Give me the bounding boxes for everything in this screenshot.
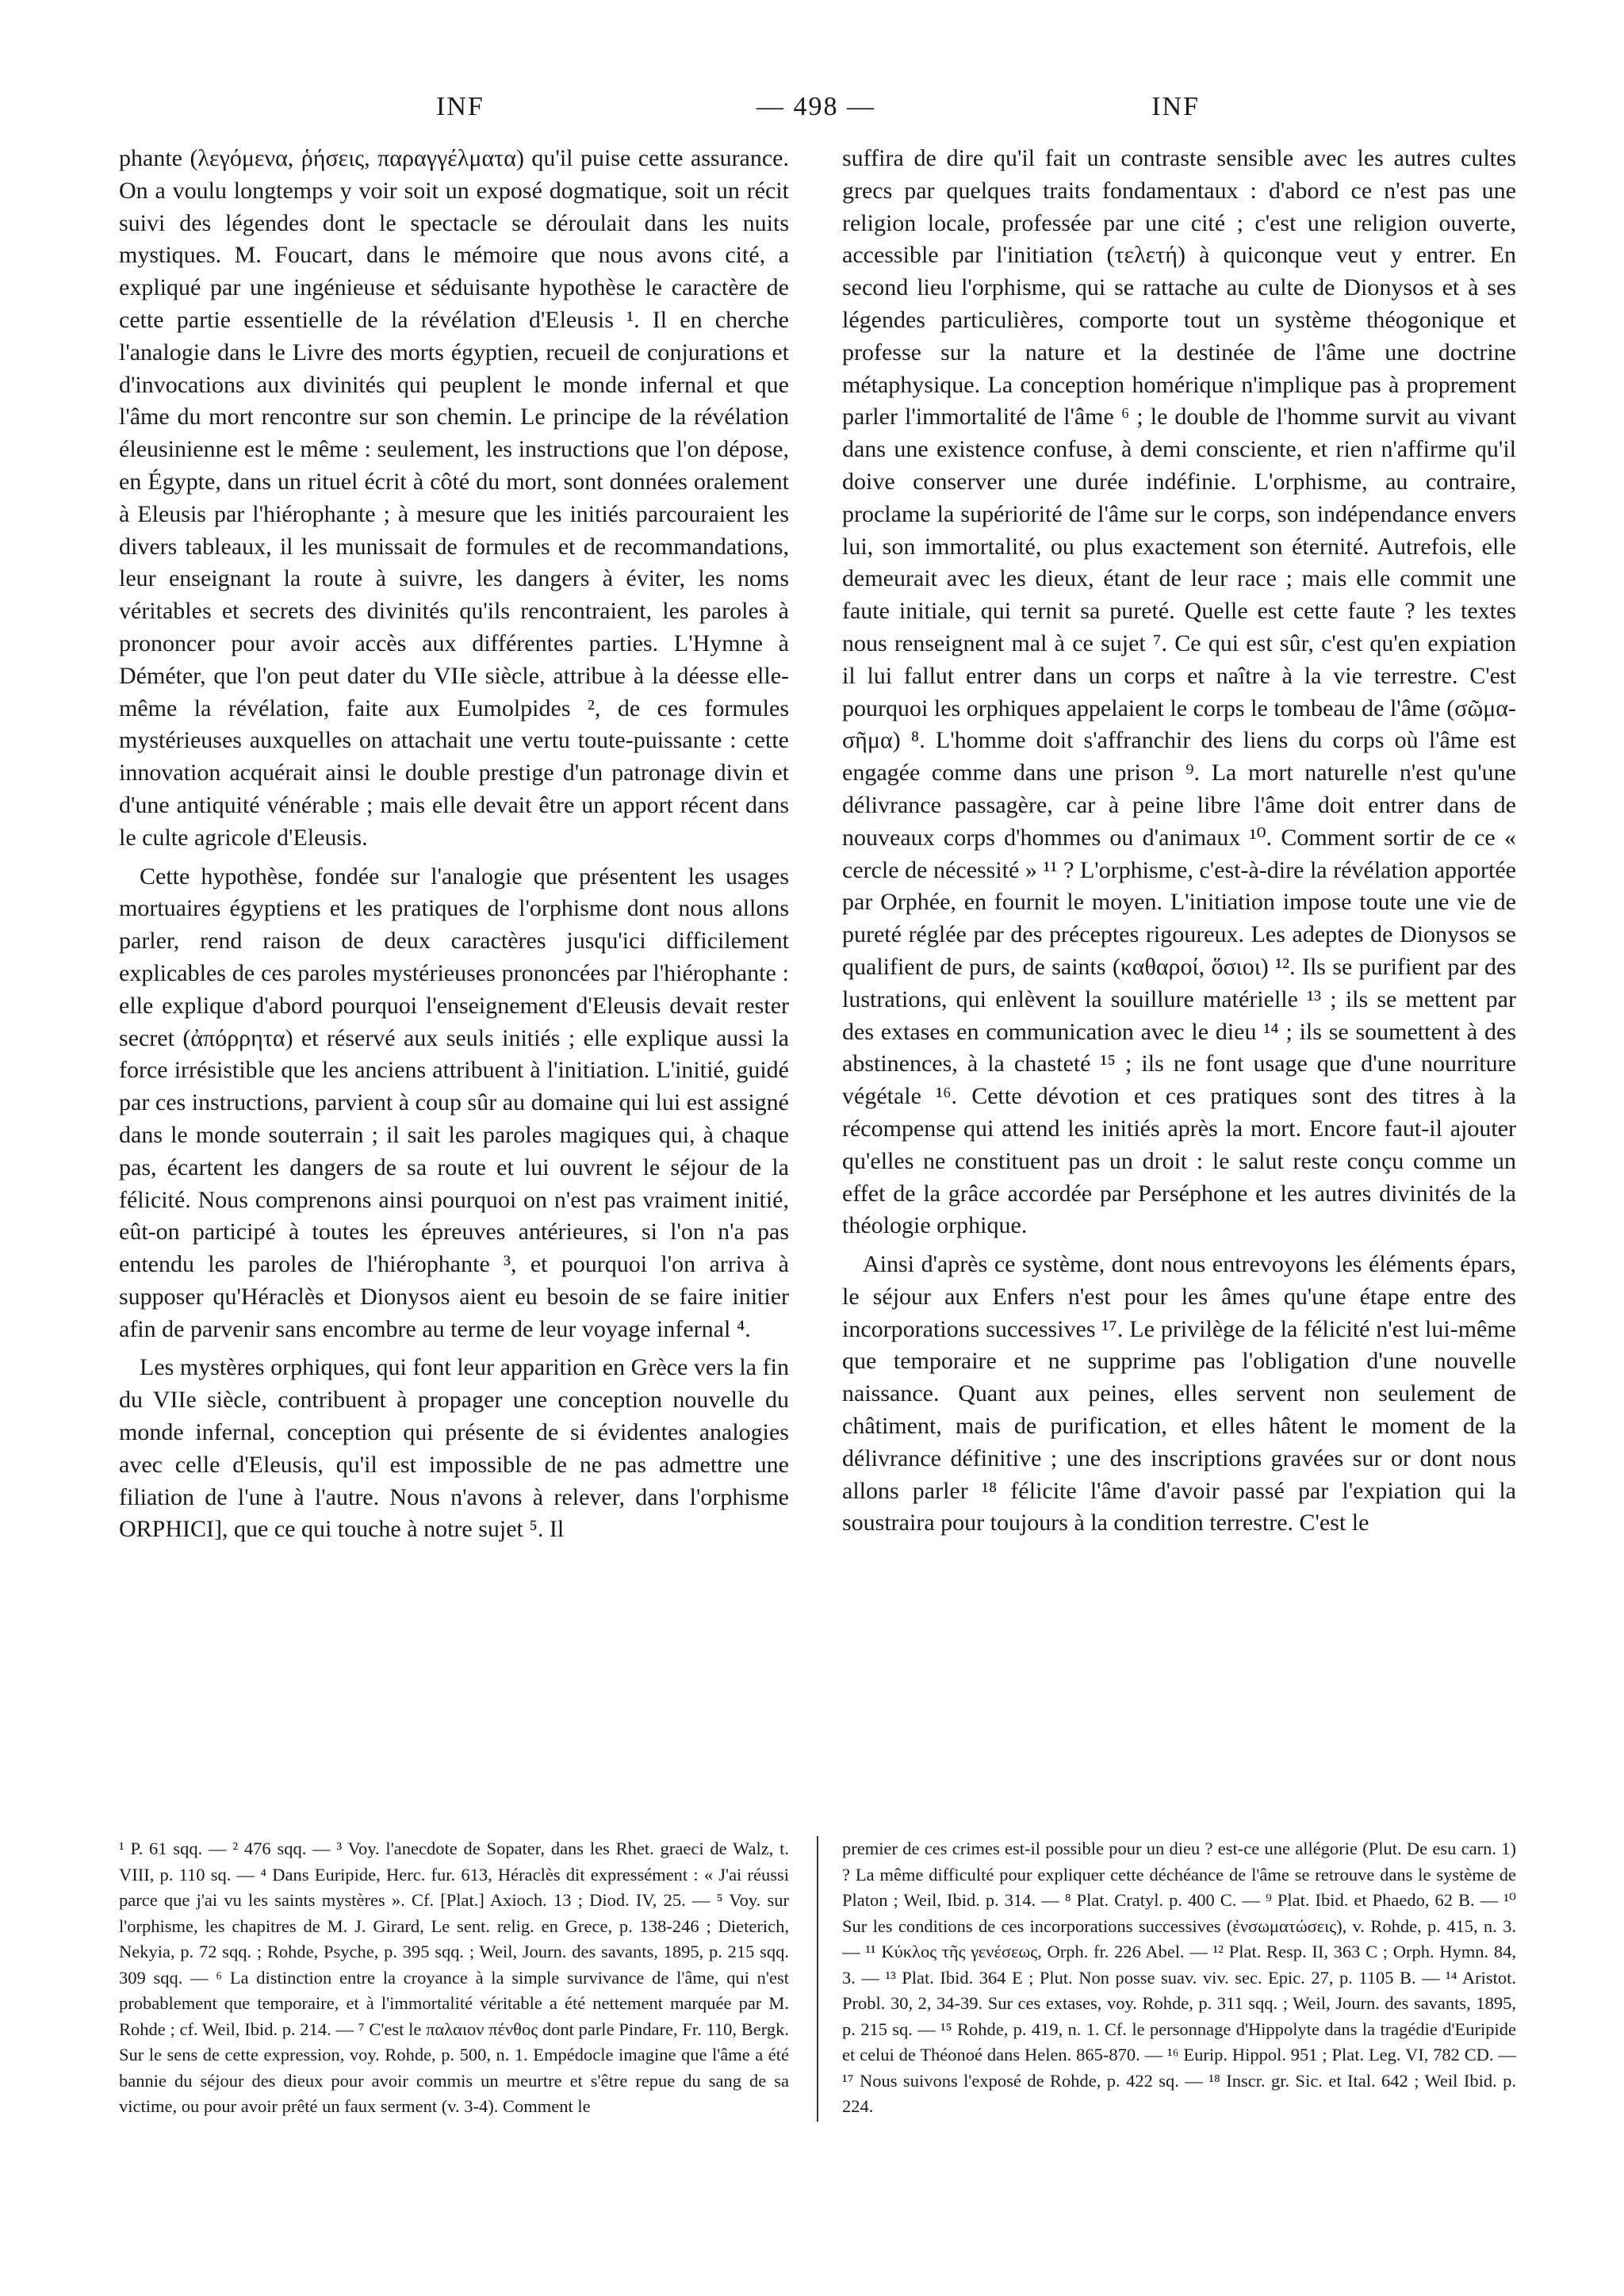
running-header xyxy=(119,92,1513,140)
header-right-keyword: INF xyxy=(1151,92,1200,121)
footnotes-right: premier de ces crimes est-il possible pour un dieu ? est-ce une allégorie (Plut. De esu carn. 1) ? La même difficulté pour expliquer cette déchéance de l'âme se retrouve dans le système de Platon ; Weil, Ibid. p. 314. — ⁸ Plat. Cratyl. p. 400 C. — ⁹ Plat. Ibid. et Phaedo, 62 B. — ¹⁰ Sur les conditions de ces incorporations successives (ἐνσωματώσεις), v. Rohde, p. 415, n. 3. — ¹¹ Κύκλος τῆς γενέσεως, Orph. fr. 226 Abel. — ¹² Plat. Resp. II, 363 C ; Orph. Hymn. 84, 3. — ¹³ Plat. Ibid. 364 E ; Plut. Non posse suav. viv. sec. Epic. 27, p. 1105 B. — ¹⁴ Aristot. Probl. 30, 2, 34-39. Sur ces extases, voy. Rohde, p. 311 sqq. ; Weil, Journ. des savants, 1895, p. 215 sq. — ¹⁵ Rohde, p. 419, n. 1. Cf. le personnage d'Hippolyte dans la tragédie d'Euripide et celui de Théonoé dans Helen. 865-870. — ¹⁶ Eurip. Hippol. 951 ; Plat. Leg. VI, 782 CD. — ¹⁷ Nous suivons l'exposé de Rohde, p. 422 sq. — ¹⁸ Inscr. gr. Sic. et Ital. 642 ; Weil Ibid. p. 224. xyxy=(842,1839,1516,2116)
right-paragraph-2: Ainsi d'après ce système, dont nous entrevoyons les éléments épars, le séjour aux Enfers n'est pour les âmes qu'une étape entre des incorporations successives ¹⁷. Le privilège de la félicité n'est lui-même que temporaire et ne supprime pas l'obligation d'une nouvelle naissance. Quant aux peines, elles servent non seulement de châtiment, mais de purification, et elles hâtent le moment de la délivrance définitive ; une des inscriptions gravées sur or dont nous allons parler ¹⁸ félicite l'âme d'avoir passé par l'expiation qui la soustraira pour toujours à la condition terrestre. C'est le xyxy=(842,1251,1516,1536)
footnote-divider xyxy=(817,1836,818,2122)
right-paragraph-1: suffira de dire qu'il fait un contraste sensible avec les autres cultes grecs par quelques traits fondamentaux : d'abord ce n'est pas une religion locale, professée par une cité ; c'est une religion ouverte, accessible par l'initiation (τελετή) à quiconque veut y entrer. En second lieu l'orphisme, qui se rattache au culte de Dionysos et à ses légendes particulières, comporte tout un système théogonique et professe sur la nature et la destinée de l'âme une doctrine métaphysique. La conception homérique n'implique pas à proprement parler l'immortalité de l'âme ⁶ ; le double de l'homme survit au vivant dans une existence confuse, à demi consciente, et rien n'affirme qu'il doive conserver une durée indéfinie. L'orphisme, au contraire, proclame la supériorité de l'âme sur le corps, son indépendance envers lui, son immortalité, ou plus exactement son éternité. Autrefois, elle demeurait avec les dieux, étant de leur race ; mais elle commit une faute initiale, qui ternit sa pureté. Quelle est cette faute ? les textes nous renseignent mal à ce sujet ⁷. Ce qui est sûr, c'est qu'en expiation il lui fallut entrer dans un corps et naître à la vie terrestre. C'est pourquoi les orphiques appelaient le corps le tombeau de l'âme (σῶμα-σῆμα) ⁸. L'homme doit s'affranchir des liens du corps où l'âme est engagée comme dans une prison ⁹. La mort naturelle n'est qu'une délivrance passagère, car à peine libre l'âme doit entrer dans de nouveaux corps d'hommes ou d'animaux ¹⁰. Comment sortir de ce « cercle de nécessité » ¹¹ ? L'orphisme, c'est-à-dire la révélation apportée par Orphée, en fournit le moyen. L'initiation impose toute une vie de pureté réglée par des préceptes rigoureux. Les adeptes de Dionysos se qualifient de purs, de saints (καθαροί, ὅσιοι) ¹². Ils se purifient par des lustrations, qui enlèvent la souillure matérielle ¹³ ; ils se mettent par des extases en communication avec le dieu ¹⁴ ; ils se soumettent à des abstinences, à la chasteté ¹⁵ ; ils ne font usage que d'une nourriture végétale ¹⁶. Cette dévotion et ces pratiques sont des titres à la récompense qui attend les initiés après la mort. Encore faut-il ajouter qu'elles ne constituent pas un droit : le salut reste conçu comme un effet de la grâce accordée par Perséphone et les autres divinités de la théologie orphique. xyxy=(842,145,1516,1239)
left-column xyxy=(119,143,789,1546)
header-left-keyword: INF xyxy=(436,92,485,121)
left-paragraph-3: Les mystères orphiques, qui font leur apparition en Grèce vers la fin du VIIe siècle, contribuent à propager une conception nouvelle du monde infernal, conception qui présente de si évidentes analogies avec celle d'Eleusis, qu'il est impossible de ne pas admettre une filiation de l'une à l'autre. Nous n'avons à relever, dans l'orphisme ORPHICI], que ce qui touche à notre sujet ⁵. Il xyxy=(119,1354,789,1543)
left-paragraph-2: Cette hypothèse, fondée sur l'analogie que présentent les usages mortuaires égyptiens et les pratiques de l'orphisme dont nous allons parler, rend raison de deux caractères jusqu'ici difficilement explicables de ces paroles mystérieuses prononcées par l'hiérophante : elle explique d'abord pourquoi l'enseignement d'Eleusis devait rester secret (ἀπόρρητα) et réservé aux seuls initiés ; elle explique aussi la force irrésistible que les anciens attribuent à l'initiation. L'initié, guidé par ces instructions, parvient à coup sûr au domaine qui lui est assigné dans le monde souterrain ; il sait les paroles magiques qui, à chaque pas, écartent les dangers de sa route et lui ouvrent le séjour de la félicité. Nous comprenons ainsi pourquoi on n'est pas vraiment initié, eût-on participé à toutes les épreuves antérieures, si l'on n'a pas entendu les paroles de l'hiérophante ³, et pourquoi l'on arriva à supposer qu'Héraclès et Dionysos aient eu besoin de se faire initier afin de parvenir sans encombre au terme de leur voyage infernal ⁴. xyxy=(119,863,789,1342)
page-number: — 498 — xyxy=(756,92,875,121)
footnotes-left: ¹ P. 61 sqq. — ² 476 sqq. — ³ Voy. l'anecdote de Sopater, dans les Rhet. graeci de Walz, t. VIII, p. 110 sq. — ⁴ Dans Euripide, Herc. fur. 613, Héraclès dit expressément : « J'ai réussi parce que j'ai vu les saints mystères ». Cf. [Plat.] Axioch. 13 ; Diod. IV, 25. — ⁵ Voy. sur l'orphisme, les chapitres de M. J. Girard, Le sent. relig. en Grece, p. 138-246 ; Dieterich, Nekyia, p. 72 sqq. ; Rohde, Psyche, p. 395 sqq. ; Weil, Journ. des savants, 1895, p. 215 sqq. 309 sqq. — ⁶ La distinction entre la croyance à la simple survivance de l'âme, qui n'est probablement que temporaire, et à l'immortalité véritable a été nettement marquée par M. Rohde ; cf. Weil, Ibid. p. 214. — ⁷ C'est le παλαιον πένθος dont parle Pindare, Fr. 110, Bergk. Sur le sens de cette expression, voy. Rohde, p. 500, n. 1. Empédocle imagine que l'âme a été bannie du séjour des dieux pour avoir commis un meurtre et s'être repue du sang de sa victime, ou pour avoir prêté un faux serment (v. 3-4). Comment le xyxy=(119,1839,789,2116)
right-column xyxy=(842,143,1516,1540)
left-paragraph-1: phante (λεγόμενα, ῥήσεις, παραγγέλματα) qu'il puise cette assurance. On a voulu longtemps y voir soit un exposé dogmatique, soit un récit suivi des légendes dont le spectacle se déroulait dans les nuits mystiques. M. Foucart, dans le mémoire que nous avons cité, a expliqué par une ingénieuse et séduisante hypothèse le caractère de cette partie essentielle de la révélation d'Eleusis ¹. Il en cherche l'analogie dans le Livre des morts égyptien, recueil de conjurations et d'invocations aux divinités qui peuplent le monde infernal et que l'âme du mort rencontre sur son chemin. Le principe de la révélation éleusinienne est le même : seulement, les instructions que l'on dépose, en Égypte, dans un rituel écrit à côté du mort, sont données oralement à Eleusis par l'hiérophante ; à mesure que les initiés parcouraient les divers tableaux, il les munissait de formules et de recommandations, leur enseignant la route à suivre, les dangers à éviter, les noms véritables et secrets des divinités qu'ils rencontraient, les paroles à prononcer pour avoir accès aux différentes parties. L'Hymne à Déméter, que l'on peut dater du VIIe siècle, attribue à la déesse elle-même la révélation, faite aux Eumolpides ², de ces formules mystérieuses auxquelles on attachait une vertu toute-puissante : cette innovation acquérait ainsi le double prestige d'un patronage divin et d'une antiquité vénérable ; mais elle devait être un apport récent dans le culte agricole d'Eleusis. xyxy=(119,145,789,851)
